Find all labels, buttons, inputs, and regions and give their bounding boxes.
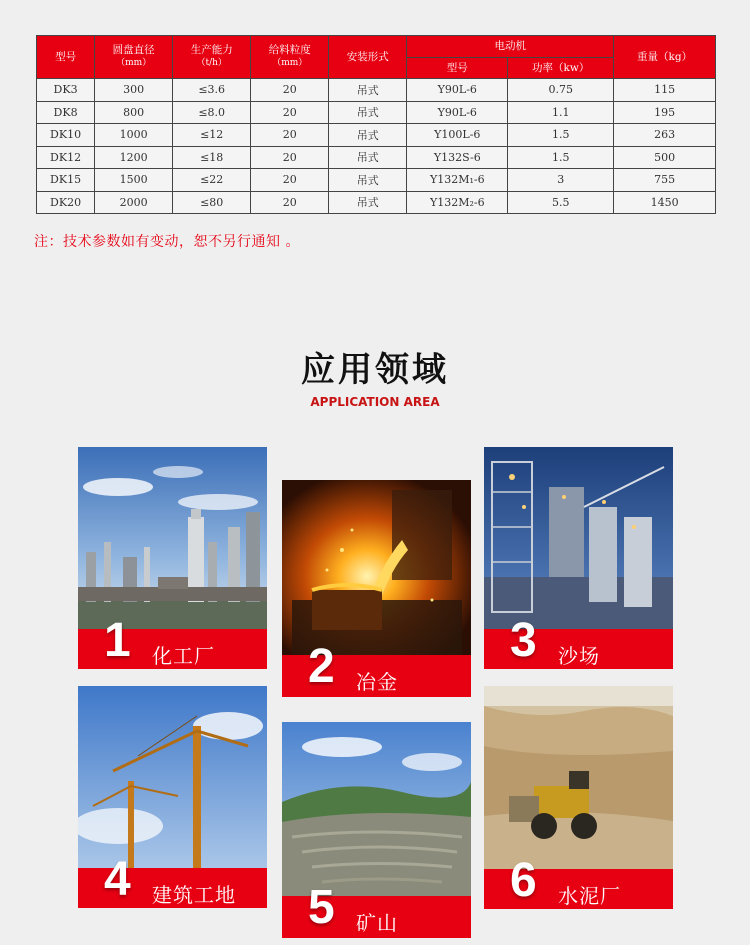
cell-motor-power: 5.5 <box>508 191 614 214</box>
application-label <box>484 614 673 669</box>
application-number: 1 <box>104 614 131 667</box>
cell-install: 吊式 <box>329 146 407 169</box>
cell-install: 吊式 <box>329 191 407 214</box>
table-row <box>37 146 716 169</box>
application-card-sand-plant[interactable] <box>484 447 673 669</box>
application-label <box>282 640 471 697</box>
application-label <box>484 854 673 909</box>
cell-motor-power: 1.5 <box>508 124 614 147</box>
cell-weight: 195 <box>614 101 716 124</box>
application-number: 5 <box>308 881 335 934</box>
cell-capacity: ≤8.0 <box>173 101 251 124</box>
cell-motor-model: Y100L-6 <box>407 124 508 147</box>
cell-model: DK12 <box>37 146 95 169</box>
cell-diameter: 300 <box>95 79 173 102</box>
cell-motor-model: Y132M₂-6 <box>407 191 508 214</box>
application-name: 化工厂 <box>152 644 215 668</box>
cell-capacity: ≤12 <box>173 124 251 147</box>
application-label <box>78 853 267 908</box>
cell-motor-power: 1.1 <box>508 101 614 124</box>
cell-model: DK3 <box>37 79 95 102</box>
cell-diameter: 1000 <box>95 124 173 147</box>
chemical-plant-image <box>78 447 267 629</box>
cell-feed-size: 20 <box>251 146 329 169</box>
sand-plant-image <box>484 447 673 629</box>
application-number: 3 <box>510 614 537 667</box>
table-row <box>37 124 716 147</box>
cement-plant-image <box>484 686 673 869</box>
cell-motor-power: 3 <box>508 169 614 192</box>
cell-motor-model: Y132S-6 <box>407 146 508 169</box>
cell-motor-model: Y90L-6 <box>407 79 508 102</box>
application-number: 2 <box>308 640 335 693</box>
table-row <box>37 191 716 214</box>
construction-site-image <box>78 686 267 868</box>
header-feed-size: 给料粒度 （mm） <box>251 36 329 79</box>
cell-feed-size: 20 <box>251 101 329 124</box>
disclaimer-note: 注：技术参数如有变动，恕不另行通知 。 <box>34 234 300 250</box>
application-name: 沙场 <box>558 644 600 668</box>
application-number: 6 <box>510 854 537 907</box>
application-name: 水泥厂 <box>558 884 621 908</box>
cell-feed-size: 20 <box>251 169 329 192</box>
cell-capacity: ≤80 <box>173 191 251 214</box>
application-card-mine[interactable] <box>282 722 471 938</box>
cell-install: 吊式 <box>329 79 407 102</box>
cell-model: DK15 <box>37 169 95 192</box>
header-diameter: 圆盘直径 （mm） <box>95 36 173 79</box>
header-install: 安装形式 <box>329 36 407 79</box>
cell-weight: 115 <box>614 79 716 102</box>
header-model: 型号 <box>37 36 95 79</box>
cell-capacity: ≤22 <box>173 169 251 192</box>
cell-capacity: ≤18 <box>173 146 251 169</box>
cell-install: 吊式 <box>329 169 407 192</box>
application-card-chemical-plant[interactable] <box>78 447 267 669</box>
application-name: 矿山 <box>356 911 398 935</box>
metallurgy-image <box>282 480 471 655</box>
spec-table <box>36 35 716 214</box>
cell-feed-size: 20 <box>251 124 329 147</box>
header-motor-model: 型号 <box>407 58 508 79</box>
cell-motor-power: 0.75 <box>508 79 614 102</box>
cell-diameter: 800 <box>95 101 173 124</box>
application-label <box>78 614 267 669</box>
application-card-construction-site[interactable] <box>78 686 267 908</box>
cell-diameter: 2000 <box>95 191 173 214</box>
section-title: 应用领域 <box>301 350 449 390</box>
cell-weight: 1450 <box>614 191 716 214</box>
cell-model: DK10 <box>37 124 95 147</box>
header-motor: 电动机 <box>407 36 614 58</box>
section-subtitle: APPLICATION AREA <box>310 395 440 409</box>
cell-capacity: ≤3.6 <box>173 79 251 102</box>
cell-model: DK8 <box>37 101 95 124</box>
application-label <box>282 881 471 938</box>
table-row <box>37 101 716 124</box>
header-motor-power: 功率（kw） <box>508 58 614 79</box>
cell-model: DK20 <box>37 191 95 214</box>
cell-feed-size: 20 <box>251 79 329 102</box>
cell-install: 吊式 <box>329 101 407 124</box>
table-row <box>37 169 716 192</box>
application-name: 建筑工地 <box>152 883 236 907</box>
cell-weight: 263 <box>614 124 716 147</box>
cell-install: 吊式 <box>329 124 407 147</box>
application-card-cement-plant[interactable] <box>484 686 673 909</box>
cell-weight: 500 <box>614 146 716 169</box>
application-number: 4 <box>104 853 131 906</box>
header-weight: 重量（kg） <box>614 36 716 79</box>
application-name: 冶金 <box>356 670 398 694</box>
cell-feed-size: 20 <box>251 191 329 214</box>
header-capacity: 生产能力 （t/h） <box>173 36 251 79</box>
table-row <box>37 79 716 102</box>
cell-motor-power: 1.5 <box>508 146 614 169</box>
cell-motor-model: Y132M₁-6 <box>407 169 508 192</box>
cell-diameter: 1500 <box>95 169 173 192</box>
application-card-metallurgy[interactable] <box>282 480 471 697</box>
cell-weight: 755 <box>614 169 716 192</box>
cell-diameter: 1200 <box>95 146 173 169</box>
cell-motor-model: Y90L-6 <box>407 101 508 124</box>
mine-image <box>282 722 471 896</box>
